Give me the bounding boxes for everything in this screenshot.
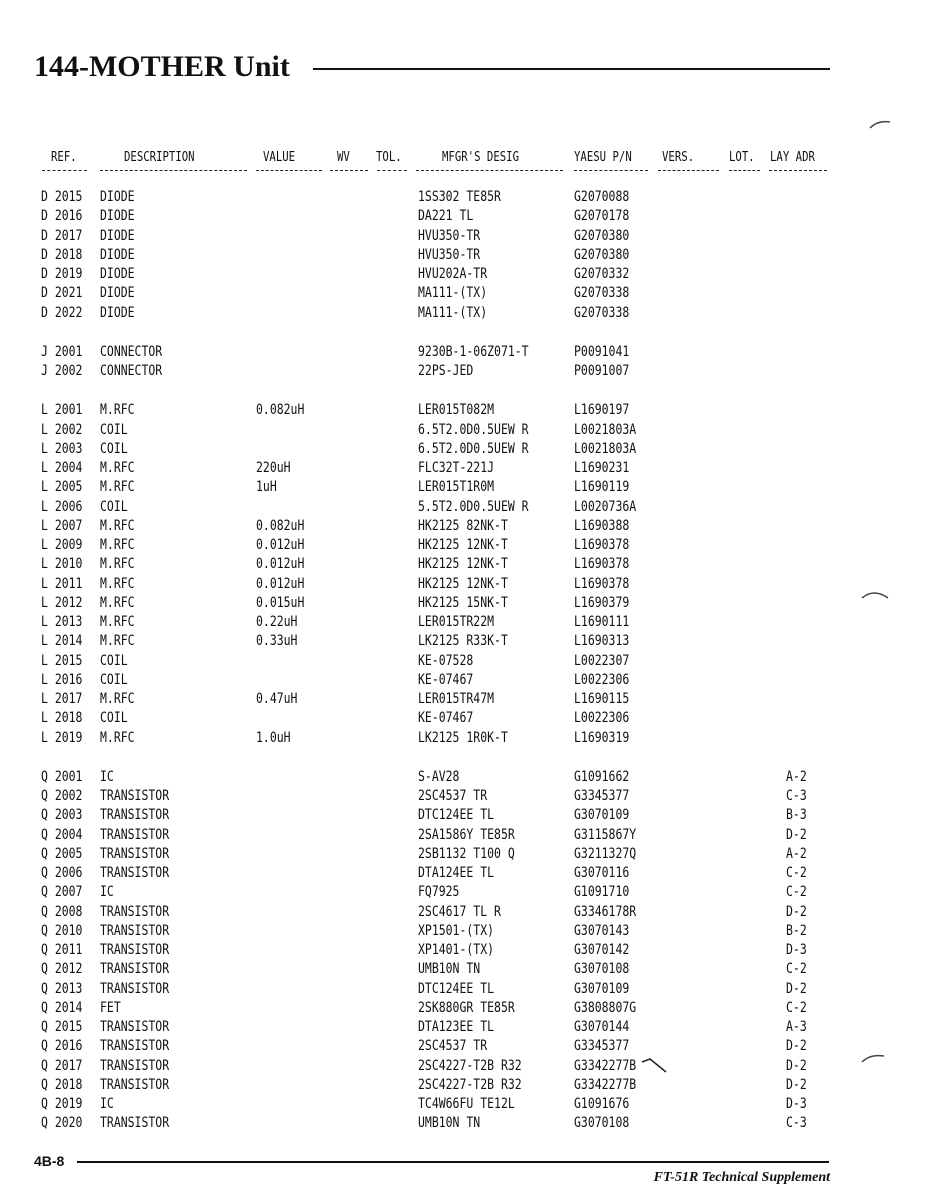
ref-cell: L 2003 [41, 440, 83, 457]
table-row [0, 864, 926, 883]
part-number-cell: G2070338 [574, 285, 630, 302]
description-cell: M.RFC [100, 633, 135, 650]
mfgr-desig-cell: S-AV28 [418, 768, 460, 785]
page-number: 4B-8 [34, 1153, 65, 1169]
part-number-cell: G2070178 [574, 208, 630, 225]
ref-cell: L 2011 [41, 575, 83, 592]
lay-adr-cell: A-2 [786, 845, 807, 862]
part-number-cell: G3115867Y [574, 826, 637, 843]
table-row [0, 613, 926, 632]
table-row [0, 690, 926, 709]
description-cell: TRANSISTOR [100, 980, 170, 997]
ref-cell: Q 2010 [41, 922, 83, 939]
mfgr-desig-cell: FQ7925 [418, 884, 460, 901]
table-row [0, 284, 926, 303]
lay-adr-cell: C-2 [786, 884, 807, 901]
mfgr-desig-cell: DA221 TL [418, 208, 474, 225]
mfgr-desig-cell: DTC124EE TL [418, 980, 495, 997]
part-number-cell: L1690115 [574, 691, 630, 707]
part-number-cell: G1091662 [574, 768, 630, 785]
part-number-cell: G3070109 [574, 807, 630, 824]
mfgr-desig-cell: HVU350-TR [418, 227, 481, 244]
mfgr-desig-cell: HVU350-TR [418, 246, 481, 263]
ref-cell: Q 2012 [41, 961, 83, 978]
part-number-cell: G3070109 [574, 980, 630, 997]
part-number-cell: L1690379 [574, 594, 630, 611]
part-number-cell: L0021803A [574, 440, 637, 457]
description-cell: DIODE [100, 189, 135, 205]
ref-cell: Q 2016 [41, 1038, 83, 1055]
header-lot: LOT. [729, 150, 755, 165]
table-row [0, 845, 926, 864]
description-cell: DIODE [100, 266, 135, 282]
header-mfgr: MFGR'S DESIG [442, 150, 520, 165]
part-number-cell: G2070332 [574, 266, 630, 282]
ref-cell: Q 2006 [41, 865, 83, 881]
part-number-cell: G3808807G [574, 999, 637, 1016]
header-divider [416, 170, 563, 172]
mfgr-desig-cell: DTC124EE TL [418, 807, 495, 824]
table-row [0, 1057, 926, 1076]
mfgr-desig-cell: HK2125 12NK-T [418, 575, 508, 592]
header-tol: TOL. [376, 150, 402, 165]
description-cell: DIODE [100, 227, 135, 244]
part-number-cell: L1690388 [574, 517, 630, 534]
description-cell: M.RFC [100, 537, 135, 553]
hole-punch-mark [868, 118, 892, 130]
description-cell: TRANSISTOR [100, 1019, 170, 1035]
value-cell: 0.22uH [256, 614, 298, 630]
ref-cell: L 2004 [41, 460, 83, 476]
mfgr-desig-cell: KE-07467 [418, 671, 474, 688]
mfgr-desig-cell: 2SC4537 TR [418, 788, 488, 804]
description-cell: TRANSISTOR [100, 865, 170, 881]
description-cell: IC [100, 768, 114, 785]
part-number-cell: L1690197 [574, 402, 630, 419]
lay-adr-cell: C-2 [786, 865, 807, 881]
mfgr-desig-cell: LK2125 1R0K-T [418, 729, 508, 746]
header-description: DESCRIPTION [124, 150, 195, 165]
mfgr-desig-cell: 9230B-1-06Z071-T [418, 343, 529, 360]
table-row [0, 729, 926, 748]
lay-adr-cell: D-3 [786, 942, 807, 958]
ref-cell: L 2005 [41, 479, 83, 496]
value-cell: 1.0uH [256, 729, 291, 746]
table-row [0, 980, 926, 999]
ref-cell: Q 2001 [41, 768, 83, 785]
lay-adr-cell: A-2 [786, 768, 807, 785]
description-cell: TRANSISTOR [100, 788, 170, 804]
ref-cell: L 2014 [41, 633, 83, 650]
mfgr-desig-cell: UMB10N TN [418, 961, 481, 978]
mfgr-desig-cell: MA111-(TX) [418, 304, 488, 321]
table-row [0, 632, 926, 651]
header-wv: WV [337, 150, 350, 165]
description-cell: COIL [100, 440, 128, 457]
mfgr-desig-cell: LER015TR47M [418, 691, 495, 707]
description-cell: TRANSISTOR [100, 845, 170, 862]
description-cell: M.RFC [100, 614, 135, 630]
part-number-cell: L0022306 [574, 671, 630, 688]
ref-cell: L 2010 [41, 556, 83, 573]
footer-title: FT-51R Technical Supplement [653, 1170, 830, 1185]
lay-adr-cell: D-2 [786, 1076, 807, 1093]
mfgr-desig-cell: UMB10N TN [418, 1115, 481, 1132]
table-row [0, 806, 926, 825]
footer-rule [77, 1161, 829, 1163]
mfgr-desig-cell: LER015TR22M [418, 614, 495, 630]
ref-cell: Q 2013 [41, 980, 83, 997]
mfgr-desig-cell: LER015T082M [418, 402, 495, 419]
table-row [0, 594, 926, 613]
mfgr-desig-cell: KE-07467 [418, 710, 474, 727]
ref-cell: Q 2018 [41, 1076, 83, 1093]
part-number-cell: G3345377 [574, 788, 630, 804]
description-cell: M.RFC [100, 517, 135, 534]
mfgr-desig-cell: 2SB1132 T100 Q [418, 845, 515, 862]
mfgr-desig-cell: 6.5T2.0D0.5UEW R [418, 440, 529, 457]
ref-cell: L 2006 [41, 498, 83, 515]
part-number-cell: G2070380 [574, 227, 630, 244]
part-number-cell: L0021803A [574, 421, 637, 438]
part-number-cell: L0020736A [574, 498, 637, 515]
lay-adr-cell: D-2 [786, 826, 807, 843]
table-row [0, 188, 926, 207]
table-row [0, 304, 926, 323]
mfgr-desig-cell: 2SC4227-T2B R32 [418, 1057, 522, 1074]
part-number-cell: L1690378 [574, 575, 630, 592]
description-cell: TRANSISTOR [100, 1038, 170, 1055]
ref-cell: L 2019 [41, 729, 83, 746]
table-row [0, 246, 926, 265]
table-row [0, 517, 926, 536]
mfgr-desig-cell: LK2125 R33K-T [418, 633, 508, 650]
table-row [0, 652, 926, 671]
header-divider [330, 170, 368, 172]
part-number-cell: G1091710 [574, 884, 630, 901]
description-cell: CONNECTOR [100, 343, 163, 360]
ref-cell: L 2001 [41, 402, 83, 419]
description-cell: M.RFC [100, 556, 135, 573]
lay-adr-cell: D-2 [786, 1057, 807, 1074]
mfgr-desig-cell: 22PS-JED [418, 363, 474, 379]
table-row [0, 227, 926, 246]
header-vers: VERS. [662, 150, 695, 165]
part-number-cell: L0022306 [574, 710, 630, 727]
description-cell: TRANSISTOR [100, 922, 170, 939]
mfgr-desig-cell: 6.5T2.0D0.5UEW R [418, 421, 529, 438]
mfgr-desig-cell: HVU202A-TR [418, 266, 488, 282]
description-cell: TRANSISTOR [100, 942, 170, 958]
description-cell: TRANSISTOR [100, 826, 170, 843]
mfgr-desig-cell: KE-07528 [418, 652, 474, 669]
header-divider [574, 170, 648, 172]
lay-adr-cell: C-3 [786, 1115, 807, 1132]
value-cell: 1uH [256, 479, 277, 496]
part-number-cell: G2070380 [574, 246, 630, 263]
part-number-cell: G3070144 [574, 1019, 630, 1035]
ref-cell: Q 2015 [41, 1019, 83, 1035]
description-cell: TRANSISTOR [100, 903, 170, 920]
part-number-cell: L1690231 [574, 460, 630, 476]
part-number-cell: G3211327Q [574, 845, 637, 862]
part-number-cell: L1690119 [574, 479, 630, 496]
description-cell: IC [100, 884, 114, 901]
part-number-cell: L1690313 [574, 633, 630, 650]
ref-cell: Q 2011 [41, 942, 83, 958]
part-number-cell: G2070088 [574, 189, 630, 205]
ref-cell: D 2021 [41, 285, 83, 302]
description-cell: DIODE [100, 304, 135, 321]
description-cell: TRANSISTOR [100, 961, 170, 978]
ref-cell: D 2015 [41, 189, 83, 205]
description-cell: M.RFC [100, 460, 135, 476]
part-number-cell: L1690378 [574, 537, 630, 553]
part-number-cell: G3070116 [574, 865, 630, 881]
header-divider [658, 170, 719, 172]
table-row [0, 401, 926, 420]
header-divider [769, 170, 827, 172]
description-cell: DIODE [100, 285, 135, 302]
mfgr-desig-cell: 2SC4227-T2B R32 [418, 1076, 522, 1093]
mfgr-desig-cell: 2SA1586Y TE85R [418, 826, 515, 843]
table-row [0, 498, 926, 517]
part-number-cell: G3070143 [574, 922, 630, 939]
table-row [0, 1018, 926, 1037]
header-divider [377, 170, 407, 172]
mfgr-desig-cell: FLC32T-221J [418, 460, 495, 476]
ref-cell: L 2009 [41, 537, 83, 553]
header-lay: LAY ADR [770, 150, 815, 165]
description-cell: DIODE [100, 208, 135, 225]
ref-cell: D 2017 [41, 227, 83, 244]
ref-cell: Q 2004 [41, 826, 83, 843]
description-cell: M.RFC [100, 594, 135, 611]
table-row [0, 459, 926, 478]
lay-adr-cell: D-2 [786, 980, 807, 997]
mfgr-desig-cell: HK2125 12NK-T [418, 537, 508, 553]
ref-cell: Q 2003 [41, 807, 83, 824]
lay-adr-cell: C-2 [786, 999, 807, 1016]
table-row [0, 555, 926, 574]
description-cell: M.RFC [100, 729, 135, 746]
description-cell: M.RFC [100, 479, 135, 496]
table-row [0, 960, 926, 979]
ref-cell: Q 2017 [41, 1057, 83, 1074]
table-row [0, 265, 926, 284]
table-row [0, 1095, 926, 1114]
table-row [0, 999, 926, 1018]
description-cell: TRANSISTOR [100, 1076, 170, 1093]
value-cell: 0.47uH [256, 691, 298, 707]
value-cell: 0.012uH [256, 575, 305, 592]
mfgr-desig-cell: HK2125 12NK-T [418, 556, 508, 573]
mfgr-desig-cell: MA111-(TX) [418, 285, 488, 302]
mfgr-desig-cell: DTA124EE TL [418, 865, 495, 881]
ref-cell: Q 2020 [41, 1115, 83, 1132]
ref-cell: L 2016 [41, 671, 83, 688]
header-ref: REF. [51, 150, 77, 165]
ref-cell: D 2016 [41, 208, 83, 225]
ref-cell: D 2019 [41, 266, 83, 282]
table-row [0, 941, 926, 960]
description-cell: TRANSISTOR [100, 1057, 170, 1074]
header-divider [729, 170, 760, 172]
ref-cell: J 2002 [41, 363, 83, 379]
part-number-cell: G3070108 [574, 961, 630, 978]
description-cell: COIL [100, 671, 128, 688]
lay-adr-cell: D-2 [786, 1038, 807, 1055]
part-number-cell: L1690319 [574, 729, 630, 746]
table-row [0, 1037, 926, 1056]
table-row [0, 207, 926, 226]
header-divider [42, 170, 87, 172]
table-row [0, 575, 926, 594]
description-cell: CONNECTOR [100, 363, 163, 379]
table-row [0, 1076, 926, 1095]
part-number-cell: P0091041 [574, 343, 630, 360]
page-title: 144-MOTHER Unit [34, 50, 290, 83]
part-number-cell: P0091007 [574, 363, 630, 379]
part-number-cell: G3070108 [574, 1115, 630, 1132]
mfgr-desig-cell: HK2125 82NK-T [418, 517, 508, 534]
ref-cell: Q 2019 [41, 1096, 83, 1112]
table-row [0, 768, 926, 787]
ref-cell: J 2001 [41, 343, 83, 360]
description-cell: TRANSISTOR [100, 807, 170, 824]
lay-adr-cell: C-2 [786, 961, 807, 978]
description-cell: COIL [100, 421, 128, 438]
ref-cell: D 2018 [41, 246, 83, 263]
mfgr-desig-cell: 2SC4617 TL R [418, 903, 501, 920]
ref-cell: Q 2014 [41, 999, 83, 1016]
pen-mark [640, 1056, 670, 1076]
mfgr-desig-cell: TC4W66FU TE12L [418, 1096, 515, 1112]
part-number-cell: G3345377 [574, 1038, 630, 1055]
table-row [0, 440, 926, 459]
value-cell: 0.082uH [256, 402, 305, 419]
part-number-cell: G3342277B [574, 1057, 637, 1074]
table-row [0, 1114, 926, 1133]
ref-cell: D 2022 [41, 304, 83, 321]
header-value: VALUE [263, 150, 296, 165]
header-divider [100, 170, 247, 172]
value-cell: 0.015uH [256, 594, 305, 611]
description-cell: M.RFC [100, 575, 135, 592]
ref-cell: Q 2005 [41, 845, 83, 862]
ref-cell: Q 2007 [41, 884, 83, 901]
lay-adr-cell: D-3 [786, 1096, 807, 1112]
title-rule [313, 68, 830, 70]
lay-adr-cell: B-2 [786, 922, 807, 939]
lay-adr-cell: D-2 [786, 903, 807, 920]
table-row [0, 343, 926, 362]
part-number-cell: L1690111 [574, 614, 630, 630]
part-number-cell: G2070338 [574, 304, 630, 321]
table-row [0, 421, 926, 440]
ref-cell: Q 2008 [41, 903, 83, 920]
ref-cell: Q 2002 [41, 788, 83, 804]
mfgr-desig-cell: XP1501-(TX) [418, 922, 495, 939]
ref-cell: L 2015 [41, 652, 83, 669]
mfgr-desig-cell: 1SS302 TE85R [418, 189, 501, 205]
ref-cell: L 2002 [41, 421, 83, 438]
mfgr-desig-cell: DTA123EE TL [418, 1019, 495, 1035]
mfgr-desig-cell: 2SK880GR TE85R [418, 999, 515, 1016]
description-cell: DIODE [100, 246, 135, 263]
description-cell: FET [100, 999, 121, 1016]
value-cell: 0.082uH [256, 517, 305, 534]
mfgr-desig-cell: 2SC4537 TR [418, 1038, 488, 1055]
table-row [0, 787, 926, 806]
description-cell: IC [100, 1096, 114, 1112]
description-cell: M.RFC [100, 691, 135, 707]
value-cell: 0.33uH [256, 633, 298, 650]
lay-adr-cell: B-3 [786, 807, 807, 824]
ref-cell: L 2018 [41, 710, 83, 727]
header-pn: YAESU P/N [574, 150, 632, 165]
part-number-cell: G1091676 [574, 1096, 630, 1112]
table-row [0, 922, 926, 941]
ref-cell: L 2012 [41, 594, 83, 611]
table-row [0, 883, 926, 902]
value-cell: 0.012uH [256, 537, 305, 553]
part-number-cell: G3070142 [574, 942, 630, 958]
mfgr-desig-cell: 5.5T2.0D0.5UEW R [418, 498, 529, 515]
header-divider [256, 170, 322, 172]
ref-cell: L 2017 [41, 691, 83, 707]
description-cell: TRANSISTOR [100, 1115, 170, 1132]
description-cell: COIL [100, 710, 128, 727]
lay-adr-cell: C-3 [786, 788, 807, 804]
ref-cell: L 2007 [41, 517, 83, 534]
lay-adr-cell: A-3 [786, 1019, 807, 1035]
table-row [0, 826, 926, 845]
table-row [0, 362, 926, 381]
hole-punch-mark [860, 1050, 886, 1066]
mfgr-desig-cell: LER015T1R0M [418, 479, 495, 496]
part-number-cell: L0022307 [574, 652, 630, 669]
mfgr-desig-cell: XP1401-(TX) [418, 942, 495, 958]
table-row [0, 709, 926, 728]
value-cell: 0.012uH [256, 556, 305, 573]
mfgr-desig-cell: HK2125 15NK-T [418, 594, 508, 611]
part-number-cell: L1690378 [574, 556, 630, 573]
hole-punch-mark [860, 588, 890, 602]
table-row [0, 903, 926, 922]
part-number-cell: G3346178R [574, 903, 637, 920]
ref-cell: L 2013 [41, 614, 83, 630]
table-row [0, 671, 926, 690]
value-cell: 220uH [256, 460, 291, 476]
part-number-cell: G3342277B [574, 1076, 637, 1093]
table-row [0, 478, 926, 497]
table-row [0, 536, 926, 555]
description-cell: M.RFC [100, 402, 135, 419]
description-cell: COIL [100, 652, 128, 669]
description-cell: COIL [100, 498, 128, 515]
